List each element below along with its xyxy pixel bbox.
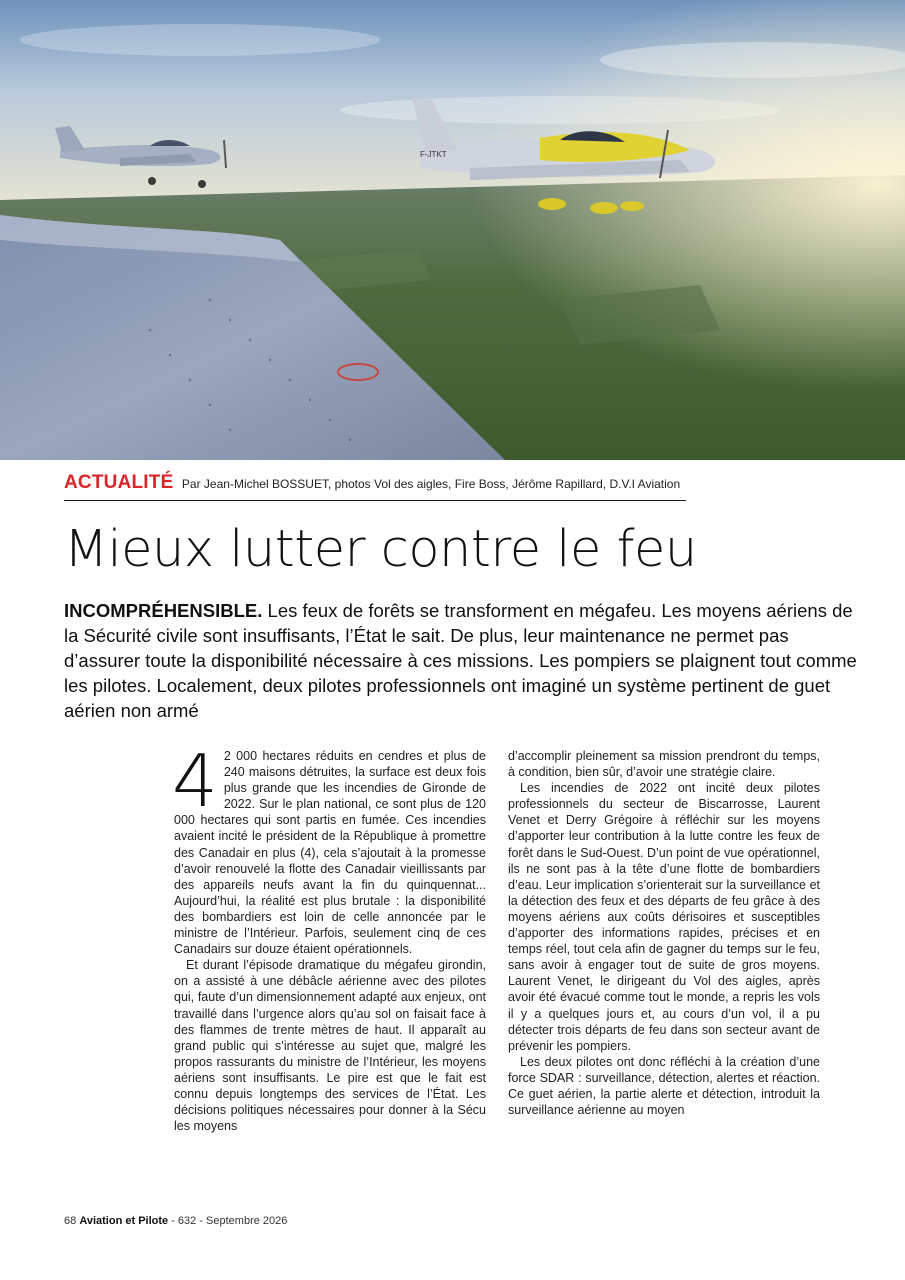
- section-label: ACTUALITÉ: [64, 472, 174, 493]
- paragraph: d’accomplir pleinement sa mission prendront du temps, à condition, bien sûr, d’avoir une stratégie claire.: [508, 749, 820, 780]
- lead-word: INCOMPRÉHENSIBLE.: [64, 600, 263, 621]
- paragraph-text: 2 000 hectares réduits en cendres et plus de 240 maisons détruites, la surface est deux fois plus grande que les incendies de Gironde de 2022. Sur le plan national, ce sont plus de 120 000 hectares qui sont partis en fumée. Ces incendies avaient incité le président de la République à promettre des Canadair en plus (4), cela s’ajoutait à la promesse d’avoir renouvelé la flotte des Canadair vieillissants par des appareils neufs avant la fin du quinquennat... Aujourd’hui, la réalité est plus brutale : la disponibilité des bombardiers est loin de celle annoncée par le ministre de l’Intérieur. Parfois, seulement cinq de ces Canadairs sur douze étaient opérationnels.: [174, 749, 486, 957]
- paragraph: Et durant l’épisode dramatique du mégafeu girondin, on a assisté à une débâcle aérienne avec des pilotes qui, faute d’un dimensionnement adapté aux enjeux, ont travaillé dans l’urgence alors qu’au sol on faisait face à des flammes de trente mètres de haut. Il apparaît au grand public qui s’intéresse au sujet que, malgré les propos rassurants du ministre de l’Intérieur, les moyens aériens sont insuffisants. Le pire est que le fait est connu depuis longtemps des services de l’État. Les décisions politiques nécessaires pour donner à la Sécu les moyens: [174, 958, 486, 1134]
- issue-info: - 632 - Septembre 2026: [171, 1215, 288, 1227]
- hero-photo: [0, 0, 905, 460]
- lead-text: Les feux de forêts se transforment en mégafeu. Les moyens aériens de la Sécurité civile sont insuffisants, l’État le sait. De plus, leur maintenance ne permet pas d’assurer toute la disponibilité nécessaire à ces missions. Les pompiers se plaignent tout comme les pilotes. Localement, deux pilotes professionnels ont imaginé un système pertinent de guet aérien non armé: [64, 600, 857, 721]
- paragraph: [172, 739, 486, 957]
- article-title: Mieux lutter contre le feu: [64, 520, 697, 579]
- article-lead: [64, 598, 864, 723]
- drop-cap: 4: [172, 739, 218, 823]
- page-footer: [64, 1215, 287, 1227]
- byline: Par Jean-Michel BOSSUET, photos Vol des aigles, Fire Boss, Jérôme Rapillard, D.V.I Aviation: [181, 477, 681, 491]
- paragraph: Les incendies de 2022 ont incité deux pilotes professionnels du secteur de Biscarrosse, Laurent Venet et Derry Grégoire à réfléchir sur les moyens d’apporter leur contribution à la lutte contre les feux de forêt dans le Sud-Ouest. D’un point de vue opérationnel, ils ne sont pas à la tête d’une flotte de bombardiers d’eau. Leur implication s’orienterait sur la surveillance et la détection des feux et des départs de feu grâce à des moyens aériens aux coûts dérisoires et susceptibles d’apporter des informations rapides, précises et en temps réel, tout cela afin de gagner du temps sur le feu, sans avoir à engager tout de suite de gros moyens. Laurent Venet, le dirigeant du Vol des aigles, après avoir été évacué comme tout le monde, a repris les vols il y a quelques jours et, au cours d’un vol, il a pu détecter trois départs de feu dans son secteur avant de prévenir les pompiers.: [508, 781, 821, 1053]
- magazine-name: Aviation et Pilote: [79, 1215, 169, 1227]
- page-number: 68: [64, 1215, 77, 1227]
- column-right: [508, 748, 820, 1118]
- kicker-row: [64, 472, 686, 501]
- column-left: [172, 739, 486, 1134]
- paragraph: Les deux pilotes ont donc réfléchi à la création d’une force SDAR : surveillance, détection, alertes et réaction. Ce guet aérien, la partie alerte et détection, introduit la surveillance aérienne au moyen: [508, 1054, 820, 1118]
- aircraft-registration: F-JTKT: [420, 150, 447, 159]
